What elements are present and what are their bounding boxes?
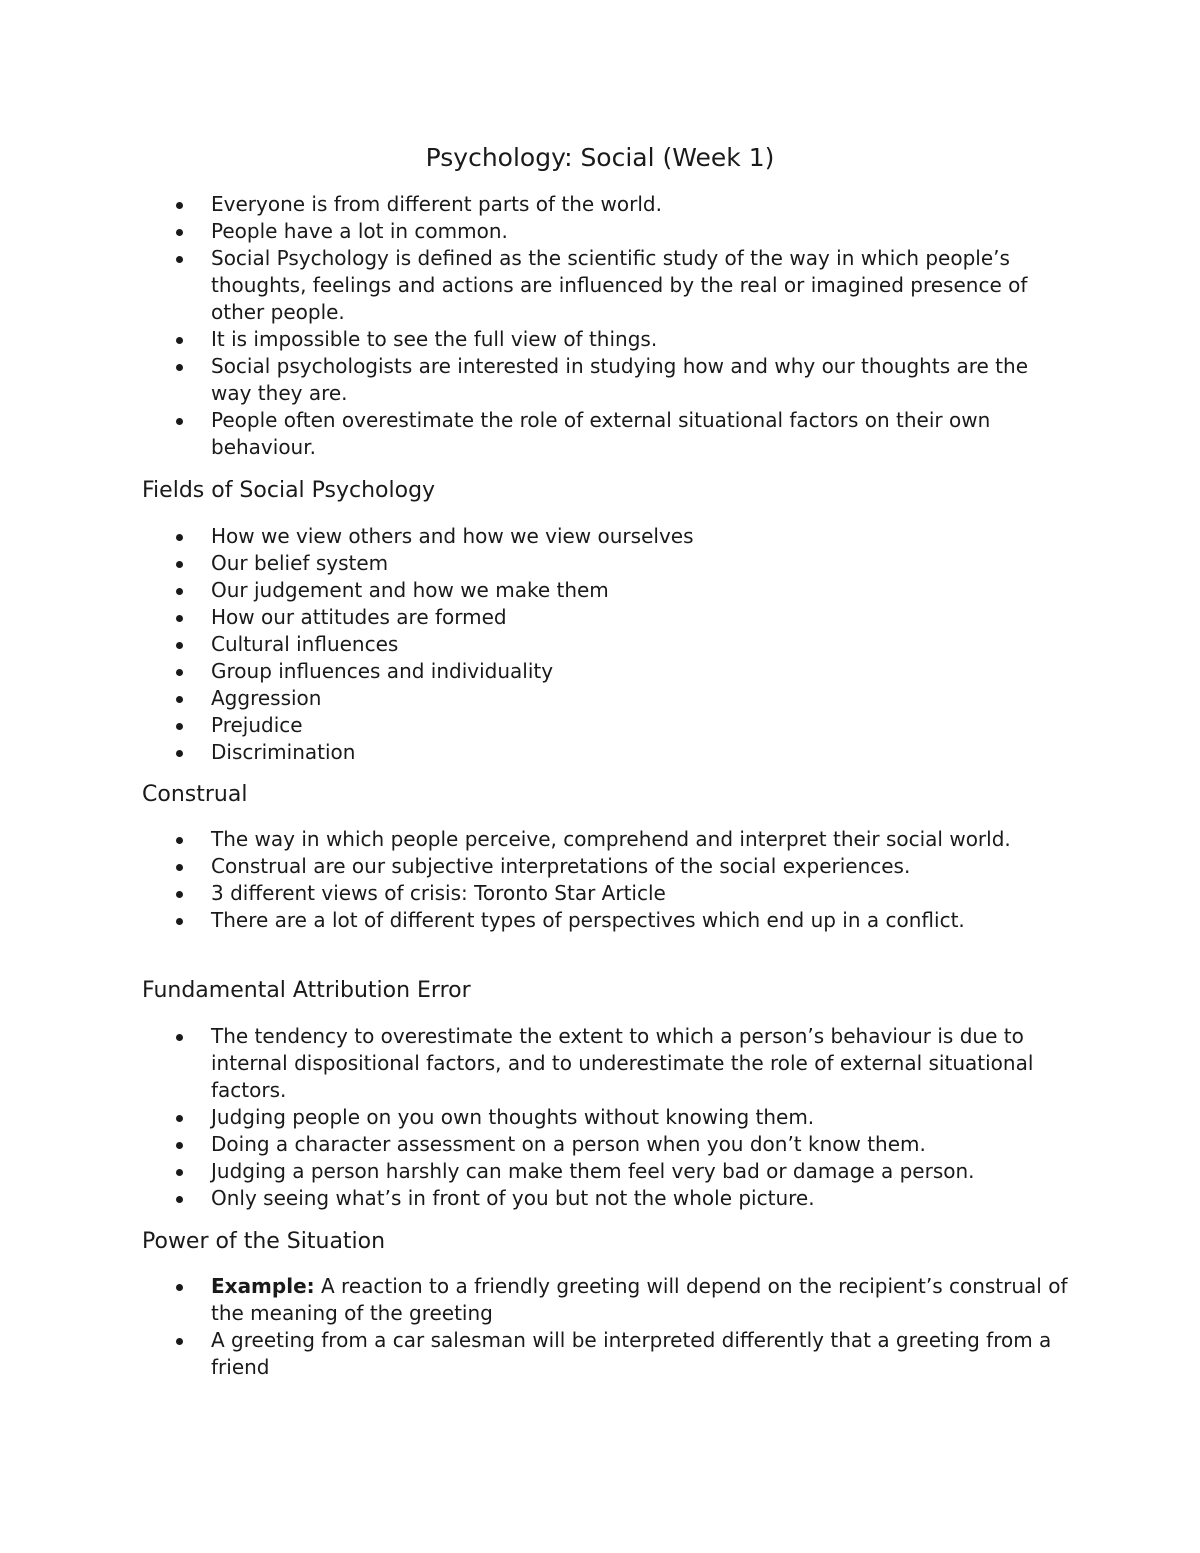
list-item: Doing a character assessment on a person when you don’t know them. bbox=[0, 1131, 1071, 1158]
list-item: How our attitudes are formed bbox=[0, 604, 1071, 631]
list-item: Only seeing what’s in front of you but not the whole picture. bbox=[0, 1185, 1071, 1212]
example-label: Example: bbox=[211, 1274, 315, 1298]
list-item: The way in which people perceive, comprehend and interpret their social world. bbox=[0, 826, 1071, 853]
list-item: 3 different views of crisis: Toronto Star Article bbox=[0, 880, 1071, 907]
fields-list bbox=[0, 523, 1200, 766]
list-item: There are a lot of different types of perspectives which end up in a conflict. bbox=[0, 907, 1071, 934]
list-item: Construal are our subjective interpretations of the social experiences. bbox=[0, 853, 1071, 880]
list-item: Judging people on you own thoughts without knowing them. bbox=[0, 1104, 1071, 1131]
section-heading-fields: Fields of Social Psychology bbox=[142, 478, 436, 503]
page-title: Psychology: Social (Week 1) bbox=[425, 143, 775, 172]
list-item: It is impossible to see the full view of things. bbox=[0, 326, 1071, 353]
list-item: The tendency to overestimate the extent to which a person’s behaviour is due to internal dispositional factors, and to underestimate the role of external situational factors. bbox=[0, 1023, 1071, 1104]
list-item bbox=[0, 1273, 1071, 1327]
list-item: Social psychologists are interested in studying how and why our thoughts are the way they are. bbox=[0, 353, 1071, 407]
list-item: A greeting from a car salesman will be interpreted differently that a greeting from a friend bbox=[0, 1327, 1071, 1381]
list-item: Social Psychology is defined as the scientific study of the way in which people’s thoughts, feelings and actions are influenced by the real or imagined presence of other people. bbox=[0, 245, 1071, 326]
list-item: Aggression bbox=[0, 685, 1071, 712]
power-list bbox=[0, 1273, 1200, 1381]
list-item: People often overestimate the role of external situational factors on their own behaviour. bbox=[0, 407, 1071, 461]
section-heading-power: Power of the Situation bbox=[142, 1229, 386, 1254]
list-item: Our belief system bbox=[0, 550, 1071, 577]
list-item: Our judgement and how we make them bbox=[0, 577, 1071, 604]
list-item: Everyone is from different parts of the world. bbox=[0, 191, 1071, 218]
list-item: How we view others and how we view ourselves bbox=[0, 523, 1071, 550]
list-item: Judging a person harshly can make them feel very bad or damage a person. bbox=[0, 1158, 1071, 1185]
list-item: Prejudice bbox=[0, 712, 1071, 739]
list-item: Cultural influences bbox=[0, 631, 1071, 658]
section-heading-construal: Construal bbox=[142, 782, 248, 807]
section-heading-fae: Fundamental Attribution Error bbox=[142, 978, 471, 1003]
fae-list bbox=[0, 1023, 1200, 1212]
construal-list bbox=[0, 826, 1200, 934]
intro-list bbox=[0, 191, 1200, 461]
list-item: Discrimination bbox=[0, 739, 1071, 766]
list-item: Group influences and individuality bbox=[0, 658, 1071, 685]
example-text: A reaction to a friendly greeting will depend on the recipient’s construal of the meaning of the greeting bbox=[211, 1274, 1068, 1325]
list-item: People have a lot in common. bbox=[0, 218, 1071, 245]
